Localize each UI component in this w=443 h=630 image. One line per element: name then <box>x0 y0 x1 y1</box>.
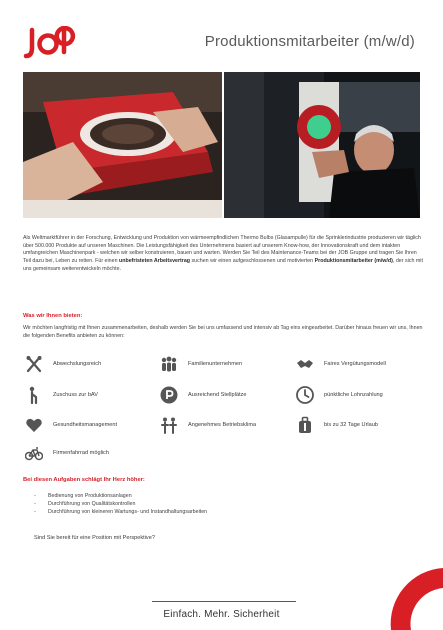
position-name: Produktionsmitarbeiter (m/w/d) <box>314 258 393 265</box>
suitcase-icon <box>296 416 314 434</box>
job-logo <box>22 26 84 60</box>
list-item: - Durchführung von kleineren Wartungs- und Instandhaltungsarbeiten <box>34 508 207 516</box>
intro-paragraph: Als Weltmarktführer in der Forschung, Entwicklung und Produktion von wärmeempfindlichen Thermo Bulbs (Glasampulle) für die Sprinklerindustrie produzieren wir täglich über 500.000 Produkte auf unseren Maschinen. Die Leistungsfähigkeit des Unternehmens basiert auf unserem Know-how, der Innovationskraft und dem intakten umfangreichen Maschinenpark - welchen wir selber konstruieren, bauen und warten. Werden Sie Teil des Maintenance-Teams bei der JOB Gruppe und tragen Sie Ihren Teil dazu bei, Leben zu retten. Für einen unbefristeten Arbeitsvertrag suchen wir einen aufgeschlossenen und motivierten Produktionsmitarbeiter (m/w/d), der sich mit uns gemeinsam weiterentwickeln möchte. <box>23 235 423 272</box>
benefit-item: Faires Vergütungsmodell <box>296 355 386 373</box>
offer-heading: Was wir Ihnen bieten: <box>23 313 83 319</box>
page-title: Produktionsmitarbeiter (m/w/d) <box>204 33 415 50</box>
clock-icon <box>296 386 314 404</box>
benefit-item: Familienunternehmen <box>160 355 242 373</box>
tasks-list <box>34 492 207 516</box>
bicycle-icon <box>25 444 43 462</box>
benefit-item: Gesundheitsmanagement <box>25 416 117 434</box>
benefit-item: Zuschuss zur bAV <box>25 386 98 404</box>
contract-type: unbefristeten Arbeitsvertrag <box>119 258 191 265</box>
benefit-item: Abwechslungsreich <box>25 355 101 373</box>
benefit-item: Angenehmes Betriebsklima <box>160 416 256 434</box>
tasks-heading: Bei diesen Aufgaben schlägt Ihr Herz höher: <box>23 477 145 483</box>
header-photos <box>23 72 420 218</box>
benefit-item: Ausreichend Stellplätze <box>160 386 246 404</box>
family-icon <box>160 355 178 373</box>
footer-slogan: Einfach. Mehr. Sicherheit <box>163 609 280 620</box>
parking-icon <box>160 386 178 404</box>
pension-icon <box>25 386 43 404</box>
tools-icon <box>25 355 43 373</box>
benefit-item: pünktliche Lohnzahlung <box>296 386 383 404</box>
photo-packaging <box>23 72 222 218</box>
benefit-item: bis zu 32 Tage Urlaub <box>296 416 378 434</box>
closing-question: Sind Sie bereit für eine Position mit Perspektive? <box>34 535 155 541</box>
footer-divider <box>152 601 296 602</box>
photo-machine-worker <box>224 72 420 218</box>
list-item: - Bedienung von Produktionsanlagen <box>34 492 207 500</box>
offer-paragraph: Wir möchten langfristig mit Ihnen zusammenarbeiten, deshalb werden Sie bei uns umfassend und intensiv ab Tag eins eingearbeitet. Darüber hinaus freuen wir uns, Ihnen die folgenden Benefits anbieten zu können: <box>23 325 423 339</box>
team-icon <box>160 416 178 434</box>
benefit-item: Firmenfahrrad möglich <box>25 444 109 462</box>
health-icon <box>25 416 43 434</box>
list-item: - Durchführung von Qualitätskontrollen <box>34 500 207 508</box>
handshake-icon <box>296 355 314 373</box>
